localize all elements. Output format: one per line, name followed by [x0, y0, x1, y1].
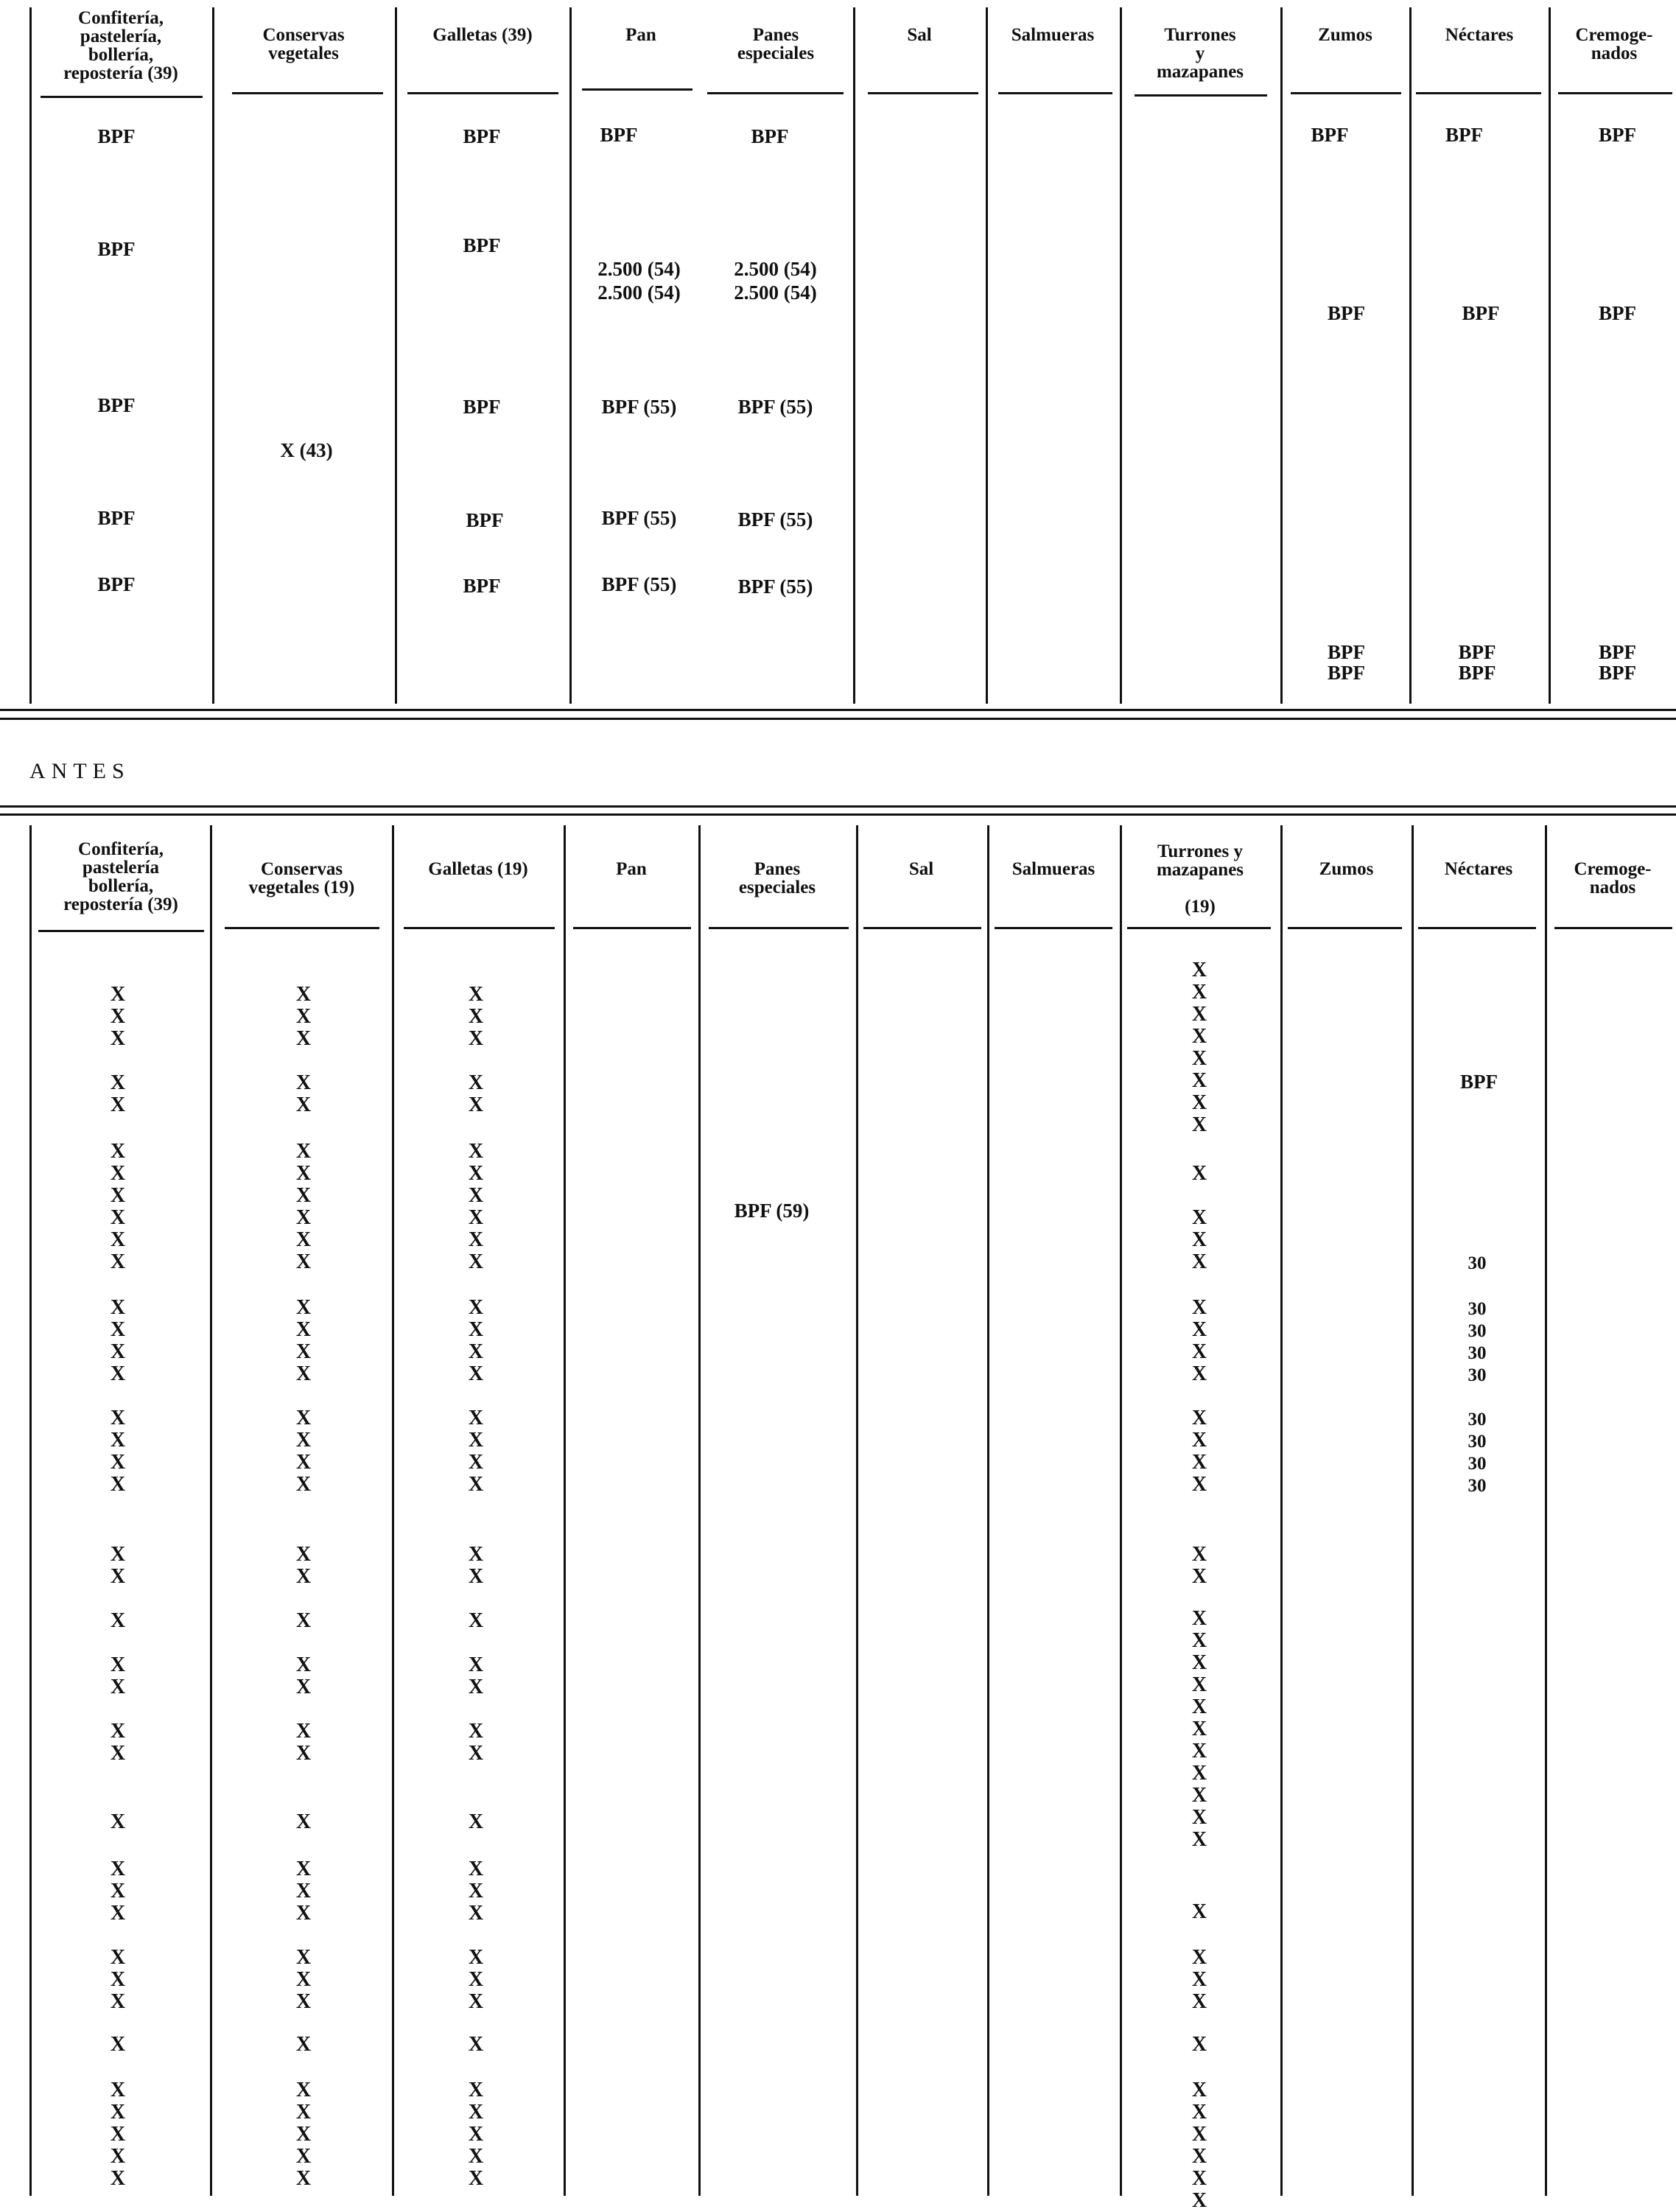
x-mark-group: X X X X X [468, 2079, 484, 2190]
column-divider [29, 7, 32, 704]
column-divider [853, 7, 855, 704]
cell-value: 30 [1468, 1321, 1487, 1341]
x-mark-group: X [1191, 1162, 1207, 1185]
x-mark-group: X X [468, 1653, 484, 1698]
cell-value: BPF [1445, 124, 1483, 146]
cell-value: BPF [463, 396, 501, 418]
header-underline [225, 927, 379, 929]
column-divider [564, 825, 566, 2196]
header-underline [573, 927, 691, 929]
x-mark-group: X X [468, 1720, 484, 1765]
x-mark-group: X [295, 1810, 312, 1833]
cell-value: BPF (55) [737, 575, 813, 598]
header-underline [1558, 92, 1672, 94]
header-confiteria: Confitería, pastelería, bollería, repostería (39) [63, 8, 178, 83]
x-mark-group: X X [110, 1543, 126, 1588]
cell-value: 30 [1468, 1476, 1487, 1496]
column-divider [1549, 7, 1551, 704]
cell-value: BPF [97, 238, 136, 260]
cell-value: BPF [97, 573, 136, 595]
header-underline [1135, 94, 1267, 97]
cell-value: BPF [1599, 662, 1636, 684]
header-underline [998, 92, 1112, 94]
x-mark-group: X X X X X X X X X X X [1191, 1607, 1207, 1851]
cell-value: BPF (55) [601, 573, 677, 595]
column-divider [395, 7, 397, 704]
cell-value: BPF [1328, 662, 1365, 684]
header-underline [582, 88, 693, 91]
cell-value: BPF [1328, 302, 1365, 324]
header-zumos: Zumos [1318, 25, 1372, 45]
x-mark-group: X X X X [295, 1407, 312, 1496]
column-divider [1280, 7, 1283, 704]
x-mark-group: X [110, 1810, 126, 1833]
cell-value: BPF [1462, 302, 1500, 324]
cell-value: X (43) [280, 439, 333, 461]
header-underline [995, 927, 1112, 929]
cell-value: BPF [1328, 641, 1365, 663]
x-mark-group: X [468, 1609, 484, 1632]
cell-value: 30 [1468, 1299, 1487, 1319]
cell-value: 30 [1468, 1454, 1487, 1474]
cell-value: BPF (55) [601, 507, 677, 529]
cell-value: BPF (55) [601, 396, 677, 418]
cell-value: BPF [463, 234, 501, 256]
x-mark-group: X [1191, 1900, 1207, 1923]
column-divider [987, 825, 989, 2196]
x-mark-group: X X X X [110, 1407, 126, 1496]
header-panes-especiales: Panes especiales [737, 25, 815, 63]
x-mark-group: X X [110, 1653, 126, 1698]
x-mark-group: X X X X X [295, 2079, 312, 2190]
x-mark-group: X X X X X X X X [1191, 959, 1207, 1136]
cell-value: BPF (59) [734, 1200, 810, 1222]
x-mark-group: X X [468, 1071, 484, 1116]
header-nectares: Néctares [1445, 25, 1514, 45]
cell-value: BPF [1311, 124, 1349, 146]
cell-value: 2.500 (54) [597, 258, 681, 280]
cell-value: BPF [97, 507, 136, 529]
x-mark-group: X X X [295, 1946, 312, 2013]
header-salmueras: Salmueras [1011, 25, 1095, 45]
header-underline [1554, 927, 1672, 929]
cell-value: BPF [1599, 124, 1636, 146]
header-conservas: Conservas vegetales [262, 25, 345, 63]
x-mark-group: X X X X X X [1191, 2079, 1207, 2212]
header-underline [707, 92, 844, 94]
x-mark-group: X X X X X [110, 2079, 126, 2190]
x-mark-group: X X X [295, 1858, 312, 1925]
x-mark-group: X X X X [1191, 1296, 1207, 1385]
x-mark-group: X [1191, 2033, 1207, 2056]
column-divider [986, 7, 988, 704]
x-mark-group: X [468, 1810, 484, 1833]
cell-value: BPF [751, 125, 789, 147]
table-separator-rule [0, 718, 1676, 720]
header-underline [1288, 927, 1402, 929]
header-confiteria: Confitería, pastelería bollería, repostería (39) [63, 839, 178, 914]
header-underline [232, 92, 383, 94]
column-divider [1409, 7, 1412, 704]
header-underline [863, 927, 981, 929]
x-mark-group: X [110, 1609, 126, 1632]
cell-value: 30 [1468, 1410, 1487, 1429]
header-underline [1418, 927, 1536, 929]
cell-value: BPF [466, 509, 504, 531]
header-underline [404, 927, 555, 929]
x-mark-group: X X [295, 1543, 312, 1588]
header-sal: Sal [907, 25, 932, 45]
column-divider [212, 7, 214, 704]
x-mark-group: X [295, 2033, 312, 2056]
table-top-rule [0, 805, 1676, 808]
header-panes-especiales: Panes especiales [738, 859, 816, 897]
header-underline [407, 92, 558, 94]
x-mark-group: X X X [110, 1946, 126, 2013]
x-mark-group: X [295, 1609, 312, 1632]
header-underline [1127, 927, 1271, 929]
header-conservas: Conservas vegetales (19) [248, 859, 355, 897]
header-zumos: Zumos [1319, 859, 1374, 879]
table-top-rule [0, 813, 1676, 816]
cell-value: BPF [97, 125, 136, 147]
cell-value: BPF [1458, 641, 1496, 663]
header-turrones: Turrones y mazapanes (19) [1156, 841, 1244, 917]
header-underline [1416, 92, 1541, 94]
cell-value: BPF [463, 125, 501, 147]
cell-value: 30 [1468, 1432, 1487, 1452]
x-mark-group: X [468, 2033, 484, 2056]
cell-value: BPF (55) [737, 396, 813, 418]
x-mark-group: X X X X [295, 1296, 312, 1385]
header-cremogenados: Cremoge- nados [1575, 25, 1653, 63]
cell-value: 30 [1468, 1253, 1487, 1273]
x-mark-group: X [110, 2033, 126, 2056]
header-galletas: Galletas (39) [432, 25, 533, 45]
header-salmueras: Salmueras [1011, 859, 1095, 879]
header-galletas: Galletas (19) [428, 859, 528, 879]
x-mark-group: X X [110, 1720, 126, 1765]
header-underline [38, 930, 204, 932]
x-mark-group: X X X [110, 1858, 126, 1925]
header-underline [41, 96, 203, 98]
x-mark-group: X X X [1191, 1946, 1207, 2013]
x-mark-group: X X [295, 1720, 312, 1765]
x-mark-group: X X X [468, 1946, 484, 2013]
header-pan: Pan [625, 25, 656, 45]
column-divider [856, 825, 858, 2196]
column-divider [392, 825, 394, 2196]
header-sal: Sal [908, 859, 934, 879]
x-mark-group: X X [468, 1543, 484, 1588]
cell-value: 2.500 (54) [734, 281, 817, 304]
x-mark-group: X X X X [468, 1296, 484, 1385]
x-mark-group: X X X X X X [110, 1140, 126, 1273]
x-mark-group: X X X [468, 983, 484, 1050]
x-mark-group: X X X X X X [295, 1140, 312, 1273]
column-divider [1280, 825, 1283, 2196]
x-mark-group: X X X [110, 983, 126, 1050]
x-mark-group: X X X X [110, 1296, 126, 1385]
column-divider [698, 825, 701, 2196]
cell-value: BPF [97, 394, 136, 416]
cell-value: BPF [463, 575, 501, 597]
cell-value: BPF [1599, 302, 1636, 324]
cell-value: 2.500 (54) [597, 281, 681, 304]
header-underline [868, 92, 978, 94]
cell-value: BPF [1460, 1071, 1498, 1093]
x-mark-group: X X [110, 1071, 126, 1116]
column-divider [1545, 825, 1547, 2196]
cell-value: 30 [1468, 1343, 1487, 1363]
x-mark-group: X X X [295, 983, 312, 1050]
cell-value: 2.500 (54) [734, 258, 817, 280]
header-turrones: Turrones y mazapanes [1156, 25, 1244, 82]
x-mark-group: X X [1191, 1543, 1207, 1588]
column-divider [1120, 825, 1122, 2196]
x-mark-group: X X X [1191, 1206, 1207, 1273]
section-label-antes: ANTES [29, 759, 130, 783]
header-underline [709, 927, 849, 929]
cell-value: BPF [600, 124, 638, 146]
column-divider [569, 7, 572, 704]
x-mark-group: X X X X [468, 1407, 484, 1496]
column-divider [29, 825, 32, 2196]
header-cremogenados: Cremoge- nados [1574, 859, 1652, 897]
x-mark-group: X X X X [1191, 1407, 1207, 1496]
header-nectares: Néctares [1444, 859, 1513, 879]
x-mark-group: X X [295, 1071, 312, 1116]
x-mark-group: X X X [468, 1858, 484, 1925]
x-mark-group: X X [295, 1653, 312, 1698]
column-divider [210, 825, 212, 2196]
header-pan: Pan [616, 859, 647, 879]
table-separator-rule [0, 709, 1676, 711]
header-underline [1291, 92, 1401, 94]
x-mark-group: X X X X X X [468, 1140, 484, 1273]
cell-value: 30 [1468, 1365, 1487, 1385]
cell-value: BPF (55) [737, 508, 813, 531]
column-divider [1412, 825, 1414, 2196]
column-divider [1120, 7, 1122, 704]
cell-value: BPF [1599, 641, 1636, 663]
cell-value: BPF [1458, 662, 1496, 684]
